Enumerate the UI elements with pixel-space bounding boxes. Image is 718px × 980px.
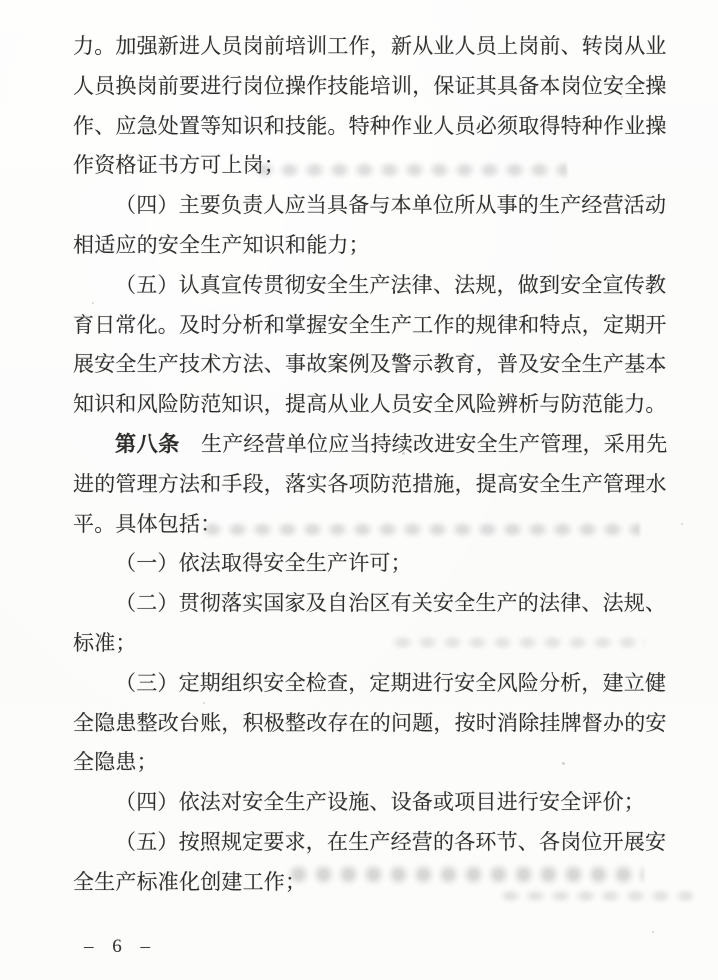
text-line: 相适应的安全生产知识和能力；: [73, 232, 370, 257]
text-line: （四）依法对安全生产设施、设备或项目进行安全评价；: [115, 790, 645, 815]
text-line: （二）贯彻落实国家及自治区有关安全生产的法律、法规、: [115, 591, 667, 616]
text-line: 全隐患；: [73, 750, 158, 775]
text-line: （四）主要负责人应当具备与本单位所从事的生产经营活动: [115, 193, 667, 218]
text-line: 标准；: [73, 630, 137, 655]
text-line: 进的管理方法和手段，落实各项防范措施，提高安全生产管理水: [73, 471, 667, 496]
text-line: （一）依法取得安全生产许可；: [115, 551, 412, 576]
article-number: 第八条: [115, 431, 180, 456]
text-line: 全隐患整改台账，积极整改存在的问题，按时消除挂牌督办的安: [73, 710, 667, 735]
text-line: （三）定期组织安全检查，定期进行安全风险分析，建立健: [115, 670, 667, 695]
page-number: – 6 –: [84, 936, 157, 957]
scan-speck: [652, 931, 654, 933]
document-lines: [73, 27, 673, 903]
text-line: 作资格证书方可上岗；: [73, 153, 285, 178]
text-line: 全生产标准化创建工作；: [73, 869, 307, 894]
text-line: 第八条 生产经营单位应当持续改进安全生产管理，采用先: [115, 431, 668, 456]
text-line: （五）按照规定要求，在生产经营的各环节、各岗位开展安: [115, 829, 667, 854]
text-line: 展安全生产技术方法、事故案例及警示教育，普及安全生产基本: [73, 352, 667, 377]
text-line: 育日常化。及时分析和掌握安全生产工作的规律和特点，定期开: [73, 312, 667, 337]
text-line: （五）认真宣传贯彻安全生产法律、法规，做到安全宣传教: [115, 272, 667, 297]
text-line: 作、应急处置等知识和技能。特种作业人员必须取得特种作业操: [73, 113, 667, 138]
text-line: 力。加强新进人员岗前培训工作，新从业人员上岗前、转岗从业: [73, 34, 667, 58]
text-line: 人员换岗前要进行岗位操作技能培训，保证其具备本岗位安全操: [73, 73, 667, 98]
scan-speck: [681, 523, 683, 525]
text-line: 平。具体包括：: [73, 511, 222, 536]
text-line: 知识和风险防范知识，提高从业人员安全风险辨析与防范能力。: [73, 392, 667, 417]
